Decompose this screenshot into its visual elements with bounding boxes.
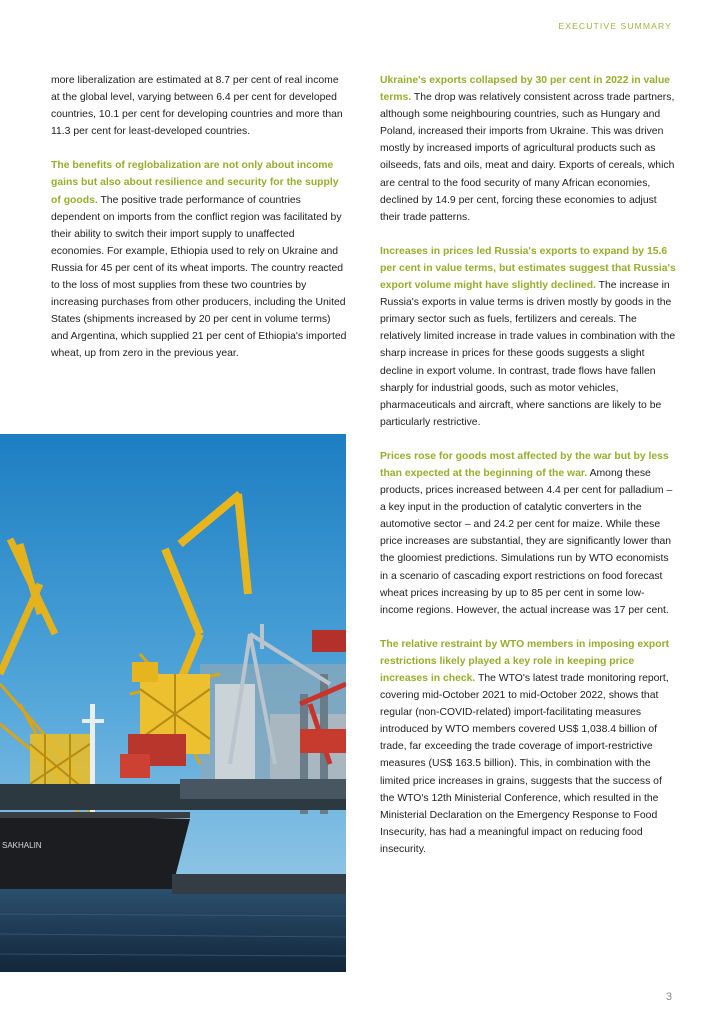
section-header: EXECUTIVE SUMMARY: [558, 21, 672, 31]
right-column: [380, 72, 677, 875]
ukraine-lead: Ukraine's exports collapsed by 30 per cent in 2022 in value terms.: [380, 75, 671, 104]
ship-name-text: SAKHALIN: [2, 841, 42, 850]
russia-body: The increase in Russia's exports in value terms is driven mostly by goods in the primary sector such as fuels, fertilizers and cereals. The relatively limited increase in trade values in combination with the sharp increase in prices for these goods suggests a slight decline in export volume. In contrast, trade flows have fallen sharply for industrial goods, such as motor vehicles, pharmaceuticals and aircraft, where sanctions are likely to be particularly restrictive.: [380, 280, 676, 428]
prices-lead: Prices rose for goods most affected by the war but by less than expected at the beginning of the war.: [380, 450, 669, 479]
intro-paragraph: more liberalization are estimated at 8.7 per cent of real income at the global level, varying between 6.4 per cent for developed countries, 10.1 per cent for developing countries and more than 11.3 per cent for least-developed countries.: [51, 75, 343, 138]
restraint-paragraph: [380, 636, 677, 858]
page-number: 3: [665, 991, 672, 1003]
restraint-lead: The relative restraint by WTO members in imposing export restrictions likely played a key role in keeping price increases in check.: [380, 638, 670, 684]
ukraine-paragraph: [380, 72, 677, 226]
reglobalization-lead: The benefits of reglobalization are not only about income gains but also about resilience and security for the supply of goods.: [51, 160, 339, 206]
left-column: [51, 72, 349, 380]
ship-hull: [0, 814, 190, 889]
port-cranes-photo: [0, 434, 346, 972]
reglobalization-body: The positive trade performance of countries dependent on imports from the conflict region was facilitated by their ability to switch their import supply to unaffected economies. For example, Ethiopia used to rely on Ukraine and Russia for 45 per cent of its wheat imports. The country reacted to the loss of most supplies from these two countries by increasing purchases from other producers, including the United States (shipments increased by 20 per cent in volume terms) and Argentina, which supplied 21 per cent of Ethiopia's imported wheat, up from zero in the previous year.: [51, 194, 347, 360]
prices-paragraph: [380, 448, 677, 619]
russia-paragraph: [380, 243, 677, 431]
restraint-body: The WTO's latest trade monitoring report, covering mid-October 2021 to mid-October 2022, shows that regular (non-COVID-related) import-facilitating measures introduced by WTO members covered US$ 1,038.4 billion of trade, far exceeding the trade coverage of import-restrictive measures (US$ 163.5 billion). This, in combination with the limited price increases in grains, suggests that the success of the WTO's 12th Ministerial Conference, which resulted in the Ministerial Declaration on the Emergency Response to Food Insecurity, has had a meaningful impact on reducing food insecurity.: [380, 673, 669, 855]
prices-body: Among these products, prices increased between 4.4 per cent for palladium – a key input in the production of catalytic converters in the automotive sector – and 24.2 per cent for maize. While these price increases are substantial, they are significantly lower than the gloomiest predictions. Simulations run by WTO economists in a scenario of cascading export restrictions on food forecast wheat prices increasing by up to 85 per cent in some low-income regions. However, the actual increase was 17 per cent.: [380, 467, 673, 616]
sea: [0, 889, 346, 972]
reglobalization-paragraph: [51, 157, 349, 362]
ukraine-body: The drop was relatively consistent across trade partners, although some neighbouring countries, such as Hungary and Poland, increased their imports from Ukraine. This was driven mostly by increased imports of agricultural products such as oilseeds, fats and oils, meat and dairy. Exports of cereals, which are central to the food security of many African economies, declined by 14.9 per cent, forcing these economies to adjust their trade patterns.: [380, 92, 675, 223]
russia-lead: Increases in prices led Russia's exports to expand by 15.6 per cent in value terms, but estimates suggest that Russia's export volume might have slightly declined.: [380, 245, 676, 292]
